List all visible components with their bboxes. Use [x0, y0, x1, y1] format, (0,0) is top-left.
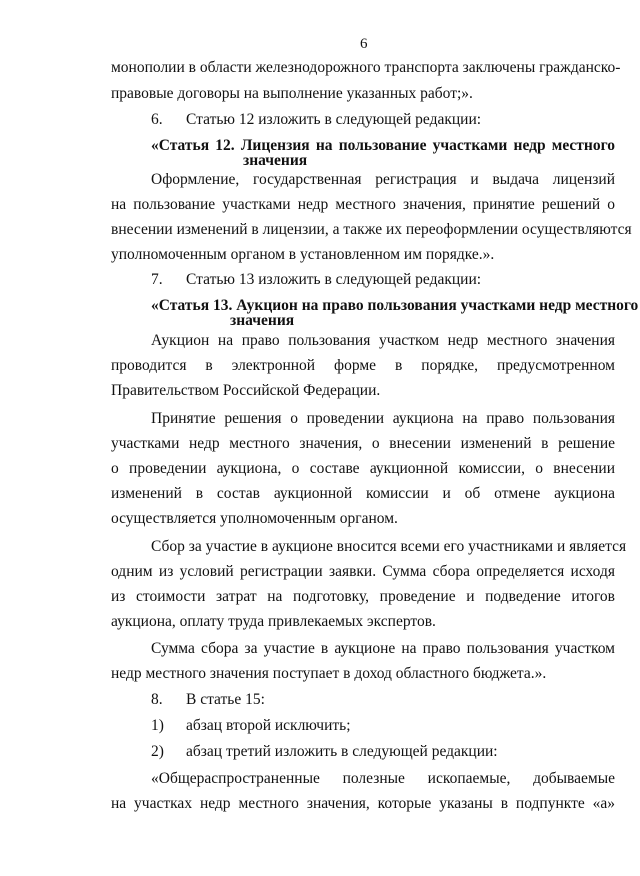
text-line: Принятие решения о проведении аукциона на право пользования: [151, 410, 615, 427]
item-text: абзац третий изложить в следующей редакции:: [186, 743, 498, 760]
text-line: из стоимости затрат на подготовку, проведение и подведение итогов: [111, 588, 615, 605]
item-text: Статью 12 изложить в следующей редакции:: [186, 111, 482, 128]
article-heading: «Статья 12. Лицензия на пользование участками недр местного: [151, 137, 615, 154]
text-line: на участках недр местного значения, которые указаны в подпункте «а»: [111, 795, 615, 812]
item-number: 2): [151, 743, 164, 760]
text-line: проводится в электронной форме в порядке, предусмотренном: [111, 357, 615, 374]
text-line: изменений в состав аукционной комиссии и об отмене аукциона: [111, 485, 615, 502]
text-line: о проведении аукциона, о составе аукционной комиссии, о внесении: [111, 460, 615, 477]
article-heading: «Статья 13. Аукцион на право пользования участками недр местного: [151, 297, 639, 314]
item-text: абзац второй исключить;: [186, 717, 351, 734]
text-line: на пользование участками недр местного значения, принятие решений о: [111, 196, 615, 213]
text-line: Правительством Российской Федерации.: [111, 382, 381, 399]
text-line: осуществляется уполномоченным органом.: [111, 510, 398, 527]
text-line: Сбор за участие в аукционе вносится всеми его участниками и является: [151, 538, 627, 555]
item-number: 1): [151, 717, 164, 734]
item-text: В статье 15:: [186, 691, 265, 708]
text-line: недр местного значения поступает в доход областного бюджета.».: [111, 665, 547, 682]
text-line: Аукцион на право пользования участком недр местного значения: [151, 332, 615, 349]
text-line: правовые договоры на выполнение указанных работ;».: [111, 85, 473, 102]
text-line: «Общераспространенные полезные ископаемые, добываемые: [151, 770, 615, 787]
text-line: Сумма сбора за участие в аукционе на право пользования участком: [151, 640, 615, 657]
text-line: внесении изменений в лицензии, а также их переоформлении осуществляются: [111, 221, 632, 238]
text-line: монополии в области железнодорожного транспорта заключены гражданско-: [111, 59, 621, 76]
item-number: 8.: [151, 691, 163, 708]
text-line: уполномоченным органом в установленном им порядке.».: [111, 246, 495, 263]
article-heading: значения: [243, 152, 308, 169]
item-number: 6.: [151, 111, 163, 128]
page-number: 6: [360, 36, 368, 52]
text-line: аукциона, оплату труда привлекаемых экспертов.: [111, 613, 436, 630]
item-number: 7.: [151, 271, 163, 288]
text-line: участками недр местного значения, о внесении изменений в решение: [111, 435, 615, 452]
text-line: одним из условий регистрации заявки. Сумма сбора определяется исходя: [111, 563, 615, 580]
article-heading: значения: [230, 312, 295, 329]
text-line: Оформление, государственная регистрация и выдача лицензий: [151, 171, 615, 188]
item-text: Статью 13 изложить в следующей редакции:: [186, 271, 482, 288]
